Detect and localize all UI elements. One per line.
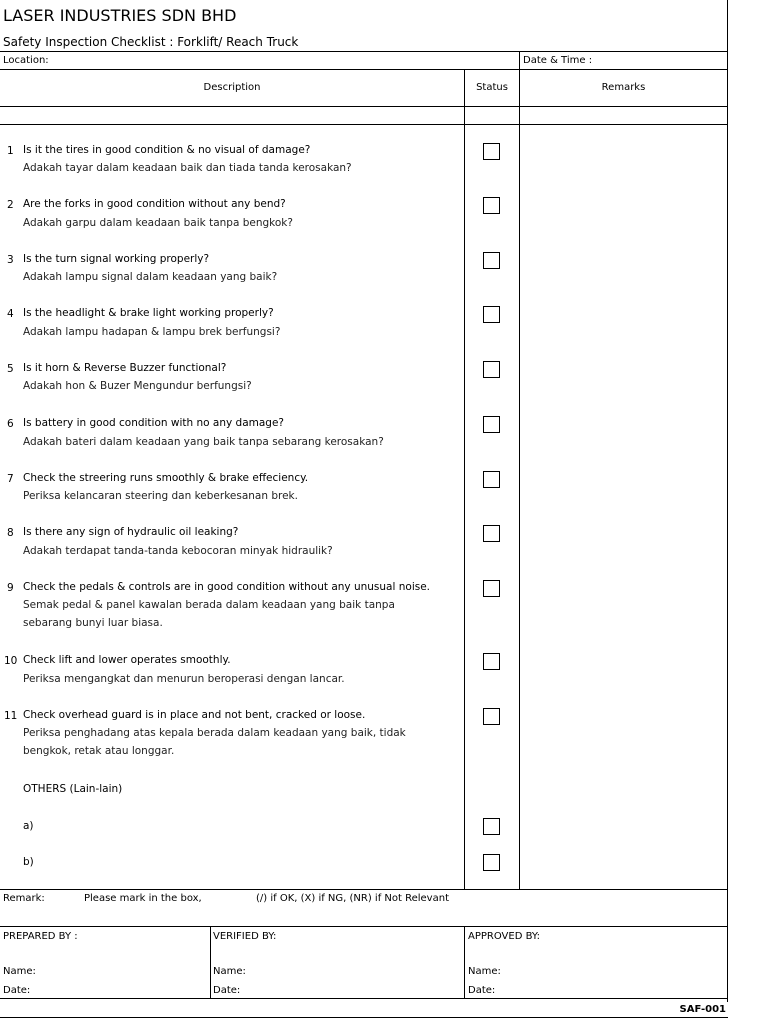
prepared-by-label: PREPARED BY : (3, 931, 78, 942)
rule (519, 51, 520, 69)
status-header: Status (476, 82, 508, 93)
rule (0, 106, 728, 107)
rule (0, 998, 728, 999)
remark-legend: (/) if OK, (X) if NG, (NR) if Not Relevant (256, 893, 449, 904)
item-number: 5 (7, 363, 14, 375)
status-checkbox[interactable] (483, 580, 500, 597)
item-translation: sebarang bunyi luar biasa. (23, 617, 163, 629)
location-label: Location: (3, 55, 49, 66)
item-number: 9 (7, 582, 14, 594)
right-border (727, 0, 728, 1002)
date-label: Date: (213, 985, 241, 996)
rule (0, 889, 728, 890)
date-label: Date: (468, 985, 496, 996)
status-checkbox[interactable] (483, 854, 500, 871)
item-translation: Adakah lampu signal dalam keadaan yang baik? (23, 271, 278, 283)
item-number: 2 (7, 199, 14, 211)
rule (0, 51, 728, 52)
item-number: 7 (7, 473, 14, 485)
status-checkbox[interactable] (483, 471, 500, 488)
item-question: Is the turn signal working properly? (23, 253, 210, 265)
item-translation: Periksa penghadang atas kepala berada dalam keadaan yang baik, tidak (23, 727, 406, 739)
item-question: Is there any sign of hydraulic oil leaking? (23, 526, 239, 538)
item-number: 8 (7, 527, 14, 539)
status-checkbox[interactable] (483, 197, 500, 214)
rule (464, 124, 465, 889)
item-translation: bengkok, retak atau longgar. (23, 745, 175, 757)
rule (464, 926, 465, 998)
name-label: Name: (468, 966, 501, 977)
name-label: Name: (3, 966, 36, 977)
date-time-label: Date & Time : (523, 55, 593, 66)
rule (210, 926, 211, 998)
checklist-title: Safety Inspection Checklist : Forklift/ Reach Truck (3, 35, 299, 49)
item-question: Is the headlight & brake light working properly? (23, 307, 274, 319)
rule (519, 69, 520, 124)
rule (0, 926, 728, 927)
status-checkbox[interactable] (483, 653, 500, 670)
item-number: 1 (7, 145, 14, 157)
item-translation: Adakah terdapat tanda-tanda kebocoran minyak hidraulik? (23, 545, 333, 557)
status-checkbox[interactable] (483, 306, 500, 323)
item-question: Check the streering runs smoothly & brake effeciency. (23, 472, 309, 484)
remark-label: Remark: (3, 893, 45, 904)
item-translation: Periksa kelancaran steering dan keberkesanan brek. (23, 490, 298, 502)
status-checkbox[interactable] (483, 143, 500, 160)
rule (0, 69, 728, 70)
name-label: Name: (213, 966, 246, 977)
description-header: Description (203, 82, 261, 93)
company-name: LASER INDUSTRIES SDN BHD (3, 6, 237, 25)
status-checkbox[interactable] (483, 361, 500, 378)
item-question: Check the pedals & controls are in good condition without any unusual noise. (23, 581, 431, 593)
item-question: Are the forks in good condition without any bend? (23, 198, 286, 210)
approved-by-label: APPROVED BY: (468, 931, 541, 942)
item-translation: Adakah bateri dalam keadaan yang baik tanpa sebarang kerosakan? (23, 436, 384, 448)
item-number: 3 (7, 254, 14, 266)
rule (464, 69, 465, 124)
item-question: Check overhead guard is in place and not bent, cracked or loose. (23, 709, 366, 721)
verified-by-label: VERIFIED BY: (213, 931, 277, 942)
remarks-header: Remarks (601, 82, 646, 93)
remark-instruction: Please mark in the box, (84, 893, 202, 904)
form-code: SAF-001 (679, 1004, 726, 1015)
item-number: 4 (7, 308, 14, 320)
others-a-label: a) (23, 820, 34, 832)
status-checkbox[interactable] (483, 525, 500, 542)
item-translation: Adakah garpu dalam keadaan baik tanpa bengkok? (23, 217, 293, 229)
others-b-label: b) (23, 856, 34, 868)
status-checkbox[interactable] (483, 708, 500, 725)
item-translation: Adakah tayar dalam keadaan baik dan tiada tanda kerosakan? (23, 162, 352, 174)
status-checkbox[interactable] (483, 416, 500, 433)
status-checkbox[interactable] (483, 818, 500, 835)
item-translation: Adakah hon & Buzer Mengundur berfungsi? (23, 380, 252, 392)
item-translation: Semak pedal & panel kawalan berada dalam keadaan yang baik tanpa (23, 599, 395, 611)
rule (0, 1017, 728, 1018)
others-label: OTHERS (Lain-lain) (23, 783, 123, 795)
rule (0, 124, 728, 125)
status-checkbox[interactable] (483, 252, 500, 269)
item-number: 6 (7, 418, 14, 430)
item-translation: Periksa mengangkat dan menurun beroperasi dengan lancar. (23, 673, 345, 685)
rule (519, 124, 520, 889)
item-number: 10 (4, 655, 18, 667)
item-question: Is it the tires in good condition & no visual of damage? (23, 144, 311, 156)
item-question: Check lift and lower operates smoothly. (23, 654, 231, 666)
item-number: 11 (4, 710, 18, 722)
date-label: Date: (3, 985, 31, 996)
item-question: Is battery in good condition with no any damage? (23, 417, 285, 429)
item-question: Is it horn & Reverse Buzzer functional? (23, 362, 227, 374)
item-translation: Adakah lampu hadapan & lampu brek berfungsi? (23, 326, 281, 338)
